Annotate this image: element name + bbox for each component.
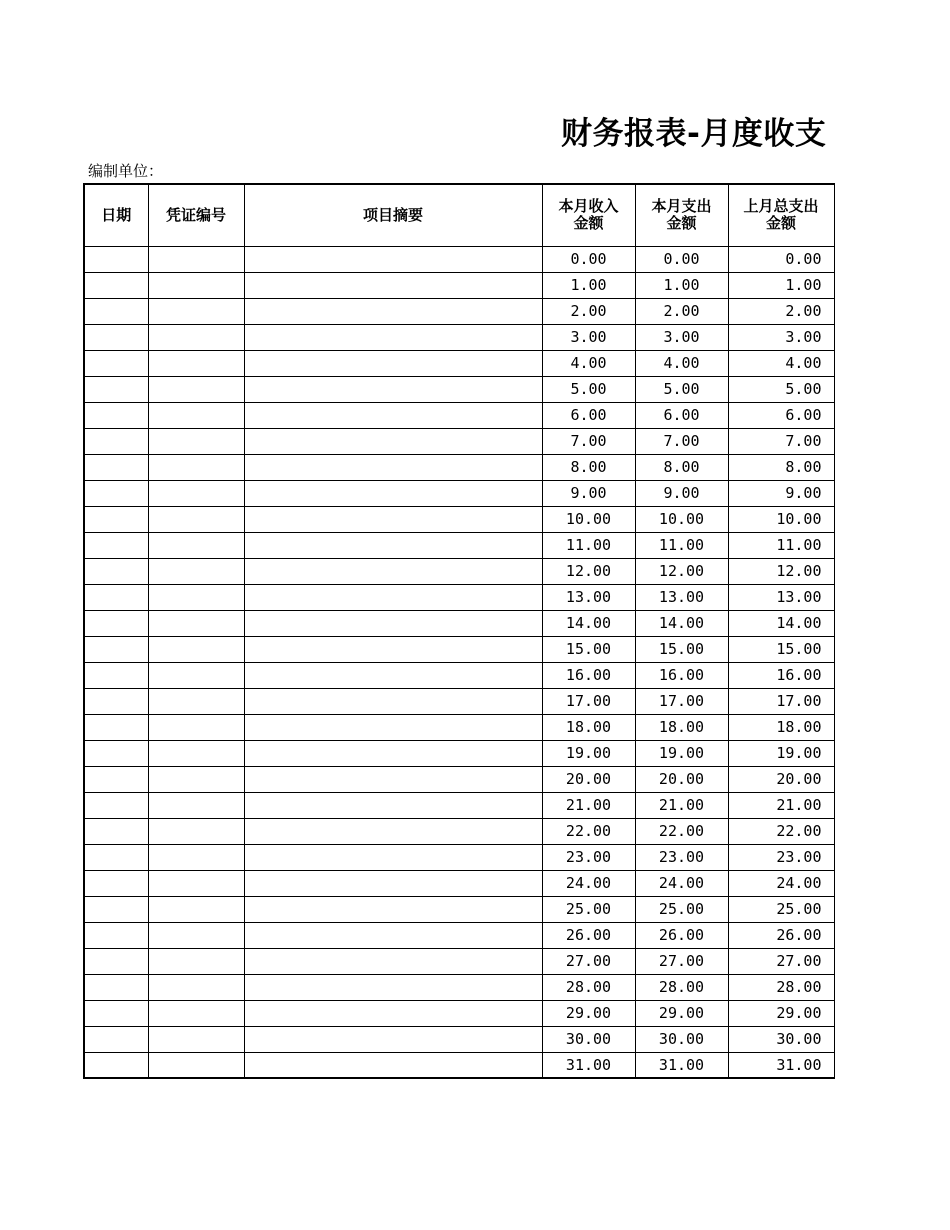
cell-date[interactable] bbox=[84, 1052, 148, 1078]
cell-date[interactable] bbox=[84, 1000, 148, 1026]
cell-voucher-no[interactable] bbox=[148, 662, 244, 688]
cell-last-expense[interactable]: 30.00 bbox=[728, 1026, 834, 1052]
cell-date[interactable] bbox=[84, 662, 148, 688]
cell-date[interactable] bbox=[84, 818, 148, 844]
cell-expense[interactable]: 18.00 bbox=[635, 714, 728, 740]
cell-date[interactable] bbox=[84, 324, 148, 350]
cell-last-expense[interactable]: 12.00 bbox=[728, 558, 834, 584]
cell-last-expense[interactable]: 20.00 bbox=[728, 766, 834, 792]
cell-summary[interactable] bbox=[244, 584, 542, 610]
cell-date[interactable] bbox=[84, 558, 148, 584]
cell-last-expense[interactable]: 28.00 bbox=[728, 974, 834, 1000]
cell-income[interactable]: 25.00 bbox=[542, 896, 635, 922]
cell-expense[interactable]: 20.00 bbox=[635, 766, 728, 792]
cell-summary[interactable] bbox=[244, 974, 542, 1000]
cell-income[interactable]: 19.00 bbox=[542, 740, 635, 766]
table-row bbox=[84, 948, 835, 974]
cell-overflow[interactable] bbox=[834, 298, 835, 324]
table-row bbox=[84, 636, 835, 662]
cell-overflow[interactable] bbox=[834, 948, 835, 974]
table-row bbox=[84, 792, 835, 818]
cell-overflow[interactable] bbox=[834, 428, 835, 454]
cell-date[interactable] bbox=[84, 610, 148, 636]
cell-income[interactable]: 31.00 bbox=[542, 1052, 635, 1078]
cell-last-expense[interactable]: 10.00 bbox=[728, 506, 834, 532]
cell-expense[interactable]: 31.00 bbox=[635, 1052, 728, 1078]
cell-summary[interactable] bbox=[244, 844, 542, 870]
cell-date[interactable] bbox=[84, 792, 148, 818]
cell-voucher-no[interactable] bbox=[148, 272, 244, 298]
cell-expense[interactable]: 27.00 bbox=[635, 948, 728, 974]
cell-last-expense[interactable]: 8.00 bbox=[728, 454, 834, 480]
cell-date[interactable] bbox=[84, 766, 148, 792]
cell-income[interactable]: 17.00 bbox=[542, 688, 635, 714]
cell-summary[interactable] bbox=[244, 948, 542, 974]
cell-last-expense[interactable]: 17.00 bbox=[728, 688, 834, 714]
cell-summary[interactable] bbox=[244, 532, 542, 558]
table-row bbox=[84, 1000, 835, 1026]
cell-date[interactable] bbox=[84, 246, 148, 272]
col-header-summary[interactable]: 项目摘要 bbox=[244, 184, 542, 246]
table-row bbox=[84, 454, 835, 480]
cell-date[interactable] bbox=[84, 974, 148, 1000]
cell-expense[interactable]: 15.00 bbox=[635, 636, 728, 662]
cell-overflow[interactable] bbox=[834, 1026, 835, 1052]
cell-overflow[interactable] bbox=[834, 870, 835, 896]
cell-overflow[interactable] bbox=[834, 974, 835, 1000]
cell-overflow[interactable] bbox=[834, 272, 835, 298]
table-row bbox=[84, 480, 835, 506]
cell-voucher-no[interactable] bbox=[148, 948, 244, 974]
cell-voucher-no[interactable] bbox=[148, 428, 244, 454]
cell-voucher-no[interactable] bbox=[148, 480, 244, 506]
cell-summary[interactable] bbox=[244, 818, 542, 844]
col-header-voucher-no[interactable]: 凭证编号 bbox=[148, 184, 244, 246]
cell-summary[interactable] bbox=[244, 402, 542, 428]
col-header-overflow[interactable] bbox=[834, 184, 835, 246]
cell-income[interactable]: 11.00 bbox=[542, 532, 635, 558]
cell-overflow[interactable] bbox=[834, 636, 835, 662]
cell-last-expense[interactable]: 5.00 bbox=[728, 376, 834, 402]
table-row bbox=[84, 376, 835, 402]
cell-overflow[interactable] bbox=[834, 558, 835, 584]
cell-voucher-no[interactable] bbox=[148, 246, 244, 272]
cell-income[interactable]: 1.00 bbox=[542, 272, 635, 298]
cell-expense[interactable]: 6.00 bbox=[635, 402, 728, 428]
table-row bbox=[84, 350, 835, 376]
cell-voucher-no[interactable] bbox=[148, 818, 244, 844]
cell-overflow[interactable] bbox=[834, 324, 835, 350]
cell-date[interactable] bbox=[84, 480, 148, 506]
table-row bbox=[84, 324, 835, 350]
cell-income[interactable]: 10.00 bbox=[542, 506, 635, 532]
cell-income[interactable]: 21.00 bbox=[542, 792, 635, 818]
cell-voucher-no[interactable] bbox=[148, 454, 244, 480]
cell-date[interactable] bbox=[84, 402, 148, 428]
cell-voucher-no[interactable] bbox=[148, 610, 244, 636]
cell-expense[interactable]: 2.00 bbox=[635, 298, 728, 324]
cell-expense[interactable]: 28.00 bbox=[635, 974, 728, 1000]
table-row bbox=[84, 532, 835, 558]
cell-expense[interactable]: 11.00 bbox=[635, 532, 728, 558]
cell-overflow[interactable] bbox=[834, 506, 835, 532]
cell-summary[interactable] bbox=[244, 740, 542, 766]
cell-overflow[interactable] bbox=[834, 1000, 835, 1026]
cell-summary[interactable] bbox=[244, 1026, 542, 1052]
col-header-expense-line1: 本月支出 bbox=[651, 197, 712, 216]
cell-overflow[interactable] bbox=[834, 402, 835, 428]
cell-overflow[interactable] bbox=[834, 246, 835, 272]
cell-summary[interactable] bbox=[244, 1052, 542, 1078]
cell-date[interactable] bbox=[84, 714, 148, 740]
cell-voucher-no[interactable] bbox=[148, 766, 244, 792]
table-row bbox=[84, 246, 835, 272]
cell-last-expense[interactable]: 14.00 bbox=[728, 610, 834, 636]
cell-expense[interactable]: 8.00 bbox=[635, 454, 728, 480]
cell-date[interactable] bbox=[84, 844, 148, 870]
cell-expense[interactable]: 30.00 bbox=[635, 1026, 728, 1052]
col-header-last-expense[interactable] bbox=[728, 184, 834, 246]
cell-overflow[interactable] bbox=[834, 922, 835, 948]
cell-overflow[interactable] bbox=[834, 532, 835, 558]
cell-voucher-no[interactable] bbox=[148, 974, 244, 1000]
cell-summary[interactable] bbox=[244, 714, 542, 740]
cell-expense[interactable]: 4.00 bbox=[635, 350, 728, 376]
cell-income[interactable]: 30.00 bbox=[542, 1026, 635, 1052]
table-row bbox=[84, 584, 835, 610]
cell-expense[interactable]: 1.00 bbox=[635, 272, 728, 298]
table-row bbox=[84, 896, 835, 922]
cell-summary[interactable] bbox=[244, 272, 542, 298]
table-row bbox=[84, 740, 835, 766]
cell-last-expense[interactable]: 22.00 bbox=[728, 818, 834, 844]
cell-date[interactable] bbox=[84, 532, 148, 558]
cell-income[interactable]: 12.00 bbox=[542, 558, 635, 584]
table-header-row bbox=[84, 184, 835, 246]
cell-last-expense[interactable]: 6.00 bbox=[728, 402, 834, 428]
cell-last-expense[interactable]: 26.00 bbox=[728, 922, 834, 948]
cell-expense[interactable]: 17.00 bbox=[635, 688, 728, 714]
cell-income[interactable]: 2.00 bbox=[542, 298, 635, 324]
cell-expense[interactable]: 29.00 bbox=[635, 1000, 728, 1026]
cell-summary[interactable] bbox=[244, 636, 542, 662]
cell-summary[interactable] bbox=[244, 922, 542, 948]
cell-date[interactable] bbox=[84, 376, 148, 402]
table-row bbox=[84, 1026, 835, 1052]
cell-expense[interactable]: 25.00 bbox=[635, 896, 728, 922]
cell-summary[interactable] bbox=[244, 610, 542, 636]
cell-expense[interactable]: 3.00 bbox=[635, 324, 728, 350]
cell-summary[interactable] bbox=[244, 480, 542, 506]
table-row bbox=[84, 922, 835, 948]
cell-voucher-no[interactable] bbox=[148, 376, 244, 402]
cell-last-expense[interactable]: 9.00 bbox=[728, 480, 834, 506]
cell-summary[interactable] bbox=[244, 870, 542, 896]
cell-voucher-no[interactable] bbox=[148, 558, 244, 584]
cell-voucher-no[interactable] bbox=[148, 1052, 244, 1078]
cell-expense[interactable]: 24.00 bbox=[635, 870, 728, 896]
cell-overflow[interactable] bbox=[834, 376, 835, 402]
cell-voucher-no[interactable] bbox=[148, 922, 244, 948]
table-row bbox=[84, 870, 835, 896]
cell-date[interactable] bbox=[84, 636, 148, 662]
cell-income[interactable]: 29.00 bbox=[542, 1000, 635, 1026]
cell-last-expense[interactable]: 16.00 bbox=[728, 662, 834, 688]
cell-voucher-no[interactable] bbox=[148, 870, 244, 896]
cell-summary[interactable] bbox=[244, 246, 542, 272]
cell-voucher-no[interactable] bbox=[148, 350, 244, 376]
cell-overflow[interactable] bbox=[834, 584, 835, 610]
cell-last-expense[interactable]: 15.00 bbox=[728, 636, 834, 662]
cell-summary[interactable] bbox=[244, 662, 542, 688]
cell-voucher-no[interactable] bbox=[148, 740, 244, 766]
cell-voucher-no[interactable] bbox=[148, 714, 244, 740]
cell-income[interactable]: 6.00 bbox=[542, 402, 635, 428]
cell-income[interactable]: 14.00 bbox=[542, 610, 635, 636]
cell-voucher-no[interactable] bbox=[148, 298, 244, 324]
cell-overflow[interactable] bbox=[834, 1052, 835, 1078]
cell-last-expense[interactable]: 7.00 bbox=[728, 428, 834, 454]
cell-summary[interactable] bbox=[244, 896, 542, 922]
cell-date[interactable] bbox=[84, 506, 148, 532]
cell-expense[interactable]: 12.00 bbox=[635, 558, 728, 584]
cell-summary[interactable] bbox=[244, 376, 542, 402]
cell-voucher-no[interactable] bbox=[148, 1026, 244, 1052]
cell-voucher-no[interactable] bbox=[148, 506, 244, 532]
cell-expense[interactable]: 19.00 bbox=[635, 740, 728, 766]
cell-summary[interactable] bbox=[244, 792, 542, 818]
cell-last-expense[interactable]: 13.00 bbox=[728, 584, 834, 610]
cell-expense[interactable]: 16.00 bbox=[635, 662, 728, 688]
cell-summary[interactable] bbox=[244, 298, 542, 324]
cell-last-expense[interactable]: 24.00 bbox=[728, 870, 834, 896]
cell-date[interactable] bbox=[84, 870, 148, 896]
cell-summary[interactable] bbox=[244, 454, 542, 480]
col-header-date[interactable]: 日期 bbox=[84, 184, 148, 246]
cell-expense[interactable]: 23.00 bbox=[635, 844, 728, 870]
cell-voucher-no[interactable] bbox=[148, 688, 244, 714]
cell-income[interactable]: 28.00 bbox=[542, 974, 635, 1000]
col-header-income-line2: 金额 bbox=[573, 214, 604, 233]
col-header-expense[interactable] bbox=[635, 184, 728, 246]
cell-last-expense[interactable]: 23.00 bbox=[728, 844, 834, 870]
cell-summary[interactable] bbox=[244, 766, 542, 792]
cell-voucher-no[interactable] bbox=[148, 792, 244, 818]
cell-last-expense[interactable]: 1.00 bbox=[728, 272, 834, 298]
table-row bbox=[84, 272, 835, 298]
cell-overflow[interactable] bbox=[834, 454, 835, 480]
cell-last-expense[interactable]: 27.00 bbox=[728, 948, 834, 974]
table-row bbox=[84, 610, 835, 636]
cell-last-expense[interactable]: 4.00 bbox=[728, 350, 834, 376]
cell-date[interactable] bbox=[84, 1026, 148, 1052]
cell-expense[interactable]: 21.00 bbox=[635, 792, 728, 818]
cell-date[interactable] bbox=[84, 428, 148, 454]
cell-voucher-no[interactable] bbox=[148, 844, 244, 870]
table-row bbox=[84, 402, 835, 428]
cell-summary[interactable] bbox=[244, 558, 542, 584]
cell-overflow[interactable] bbox=[834, 792, 835, 818]
cell-date[interactable] bbox=[84, 298, 148, 324]
cell-summary[interactable] bbox=[244, 324, 542, 350]
table-row bbox=[84, 558, 835, 584]
cell-voucher-no[interactable] bbox=[148, 636, 244, 662]
cell-expense[interactable]: 22.00 bbox=[635, 818, 728, 844]
col-header-last-expense-line2: 金额 bbox=[765, 214, 796, 233]
cell-date[interactable] bbox=[84, 688, 148, 714]
cell-voucher-no[interactable] bbox=[148, 324, 244, 350]
col-header-income[interactable] bbox=[542, 184, 635, 246]
cell-overflow[interactable] bbox=[834, 766, 835, 792]
cell-expense[interactable]: 5.00 bbox=[635, 376, 728, 402]
cell-overflow[interactable] bbox=[834, 714, 835, 740]
cell-date[interactable] bbox=[84, 922, 148, 948]
cell-expense[interactable]: 10.00 bbox=[635, 506, 728, 532]
cell-summary[interactable] bbox=[244, 1000, 542, 1026]
cell-overflow[interactable] bbox=[834, 896, 835, 922]
cell-date[interactable] bbox=[84, 454, 148, 480]
cell-income[interactable]: 15.00 bbox=[542, 636, 635, 662]
cell-date[interactable] bbox=[84, 272, 148, 298]
cell-summary[interactable] bbox=[244, 428, 542, 454]
table-row bbox=[84, 818, 835, 844]
cell-overflow[interactable] bbox=[834, 740, 835, 766]
cell-overflow[interactable] bbox=[834, 844, 835, 870]
cell-date[interactable] bbox=[84, 740, 148, 766]
cell-income[interactable]: 4.00 bbox=[542, 350, 635, 376]
table-row bbox=[84, 844, 835, 870]
cell-income[interactable]: 23.00 bbox=[542, 844, 635, 870]
cell-overflow[interactable] bbox=[834, 480, 835, 506]
cell-income[interactable]: 8.00 bbox=[542, 454, 635, 480]
table-row bbox=[84, 506, 835, 532]
cell-expense[interactable]: 0.00 bbox=[635, 246, 728, 272]
cell-summary[interactable] bbox=[244, 350, 542, 376]
cell-last-expense[interactable]: 31.00 bbox=[728, 1052, 834, 1078]
table-body bbox=[84, 246, 835, 1078]
cell-expense[interactable]: 14.00 bbox=[635, 610, 728, 636]
cell-income[interactable]: 18.00 bbox=[542, 714, 635, 740]
cell-voucher-no[interactable] bbox=[148, 896, 244, 922]
cell-date[interactable] bbox=[84, 896, 148, 922]
preparing-unit-label: 编制单位： bbox=[88, 162, 164, 180]
cell-voucher-no[interactable] bbox=[148, 584, 244, 610]
cell-voucher-no[interactable] bbox=[148, 402, 244, 428]
cell-income[interactable]: 13.00 bbox=[542, 584, 635, 610]
cell-last-expense[interactable]: 3.00 bbox=[728, 324, 834, 350]
cell-overflow[interactable] bbox=[834, 610, 835, 636]
table-row bbox=[84, 974, 835, 1000]
report-table bbox=[83, 183, 835, 1079]
cell-last-expense[interactable]: 25.00 bbox=[728, 896, 834, 922]
cell-income[interactable]: 24.00 bbox=[542, 870, 635, 896]
cell-summary[interactable] bbox=[244, 688, 542, 714]
cell-date[interactable] bbox=[84, 350, 148, 376]
cell-last-expense[interactable]: 18.00 bbox=[728, 714, 834, 740]
cell-date[interactable] bbox=[84, 584, 148, 610]
cell-income[interactable]: 26.00 bbox=[542, 922, 635, 948]
cell-last-expense[interactable]: 2.00 bbox=[728, 298, 834, 324]
table-row bbox=[84, 688, 835, 714]
cell-summary[interactable] bbox=[244, 506, 542, 532]
cell-voucher-no[interactable] bbox=[148, 1000, 244, 1026]
cell-overflow[interactable] bbox=[834, 662, 835, 688]
col-header-expense-line2: 金额 bbox=[666, 214, 697, 233]
cell-income[interactable]: 20.00 bbox=[542, 766, 635, 792]
cell-overflow[interactable] bbox=[834, 818, 835, 844]
cell-expense[interactable]: 7.00 bbox=[635, 428, 728, 454]
cell-income[interactable]: 5.00 bbox=[542, 376, 635, 402]
table-row bbox=[84, 662, 835, 688]
cell-last-expense[interactable]: 21.00 bbox=[728, 792, 834, 818]
report-table-viewport bbox=[83, 183, 835, 1103]
cell-income[interactable]: 9.00 bbox=[542, 480, 635, 506]
col-header-income-line1: 本月收入 bbox=[558, 197, 619, 216]
cell-date[interactable] bbox=[84, 948, 148, 974]
col-header-last-expense-line1: 上月总支出 bbox=[743, 197, 819, 216]
table-row bbox=[84, 298, 835, 324]
cell-last-expense[interactable]: 19.00 bbox=[728, 740, 834, 766]
cell-income[interactable]: 16.00 bbox=[542, 662, 635, 688]
table-row bbox=[84, 428, 835, 454]
report-title: 财务报表-月度收支 bbox=[561, 116, 827, 152]
table-row bbox=[84, 714, 835, 740]
cell-income[interactable]: 22.00 bbox=[542, 818, 635, 844]
table-row bbox=[84, 766, 835, 792]
cell-overflow[interactable] bbox=[834, 688, 835, 714]
cell-voucher-no[interactable] bbox=[148, 532, 244, 558]
cell-income[interactable]: 3.00 bbox=[542, 324, 635, 350]
cell-income[interactable]: 7.00 bbox=[542, 428, 635, 454]
cell-last-expense[interactable]: 0.00 bbox=[728, 246, 834, 272]
cell-income[interactable]: 0.00 bbox=[542, 246, 635, 272]
cell-expense[interactable]: 26.00 bbox=[635, 922, 728, 948]
cell-income[interactable]: 27.00 bbox=[542, 948, 635, 974]
cell-overflow[interactable] bbox=[834, 350, 835, 376]
cell-last-expense[interactable]: 11.00 bbox=[728, 532, 834, 558]
cell-expense[interactable]: 13.00 bbox=[635, 584, 728, 610]
cell-expense[interactable]: 9.00 bbox=[635, 480, 728, 506]
cell-last-expense[interactable]: 29.00 bbox=[728, 1000, 834, 1026]
table-row bbox=[84, 1052, 835, 1078]
